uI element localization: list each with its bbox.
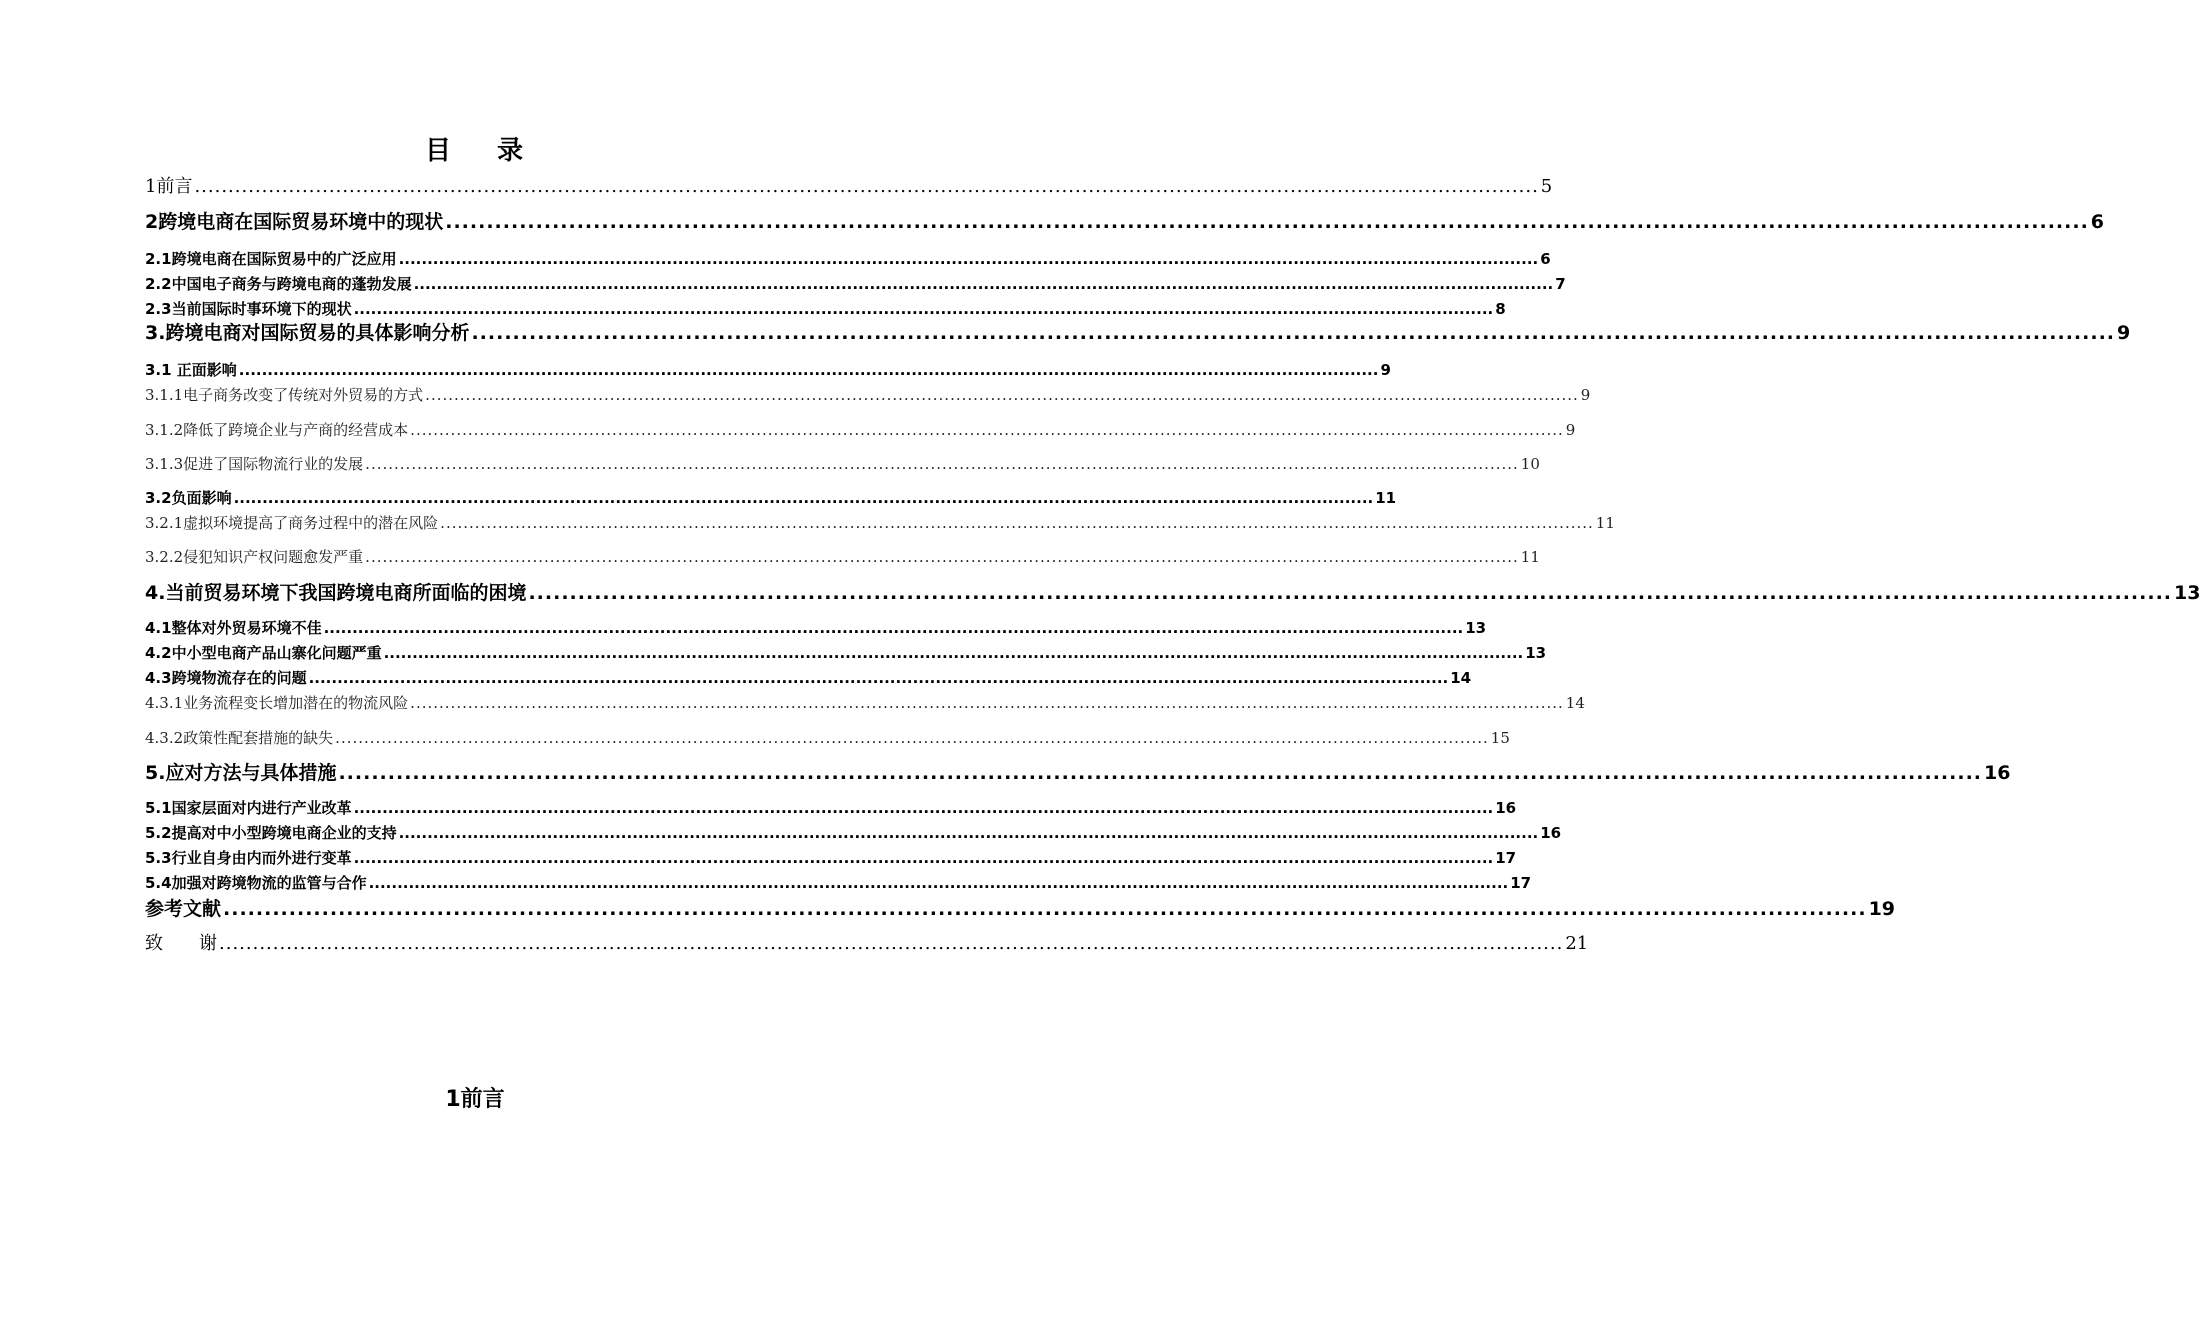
toc-leader: ........................................................................................................................................................................................................ bbox=[335, 729, 1489, 747]
toc-leader: ........................................................................................................................................................................................................ bbox=[383, 644, 1524, 662]
toc-entry[interactable] bbox=[145, 933, 1589, 954]
toc-leader: ........................................................................................................................................................................................................ bbox=[398, 250, 1539, 268]
toc-entry[interactable] bbox=[145, 514, 1615, 532]
toc-entry-title: 3.2.2侵犯知识产权问题愈发严重 bbox=[145, 548, 364, 566]
toc-leader: ........................................................................................................................................................................................................ bbox=[338, 762, 1983, 784]
toc-leader: ........................................................................................................................................................................................................ bbox=[398, 824, 1539, 842]
toc-entry[interactable] bbox=[145, 669, 1472, 687]
toc-entry-page: 17 bbox=[1495, 849, 1517, 867]
toc-leader: ........................................................................................................................................................................................................ bbox=[353, 849, 1494, 867]
toc-entry-title: 参考文献 bbox=[145, 898, 222, 920]
toc-leader: ........................................................................................................................................................................................................ bbox=[440, 514, 1594, 532]
toc-entry-title: 5.2提高对中小型跨境电商企业的支持 bbox=[145, 824, 397, 842]
toc-entry[interactable] bbox=[145, 176, 1553, 197]
toc-entry-title: 5.1国家层面对内进行产业改革 bbox=[145, 799, 352, 817]
toc-entry[interactable] bbox=[145, 548, 1540, 566]
toc-title-right: 录 bbox=[497, 136, 526, 166]
toc-entry-page: 11 bbox=[1375, 489, 1397, 507]
toc-entry[interactable] bbox=[145, 322, 2131, 344]
toc-entry-title: 2跨境电商在国际贸易环境中的现状 bbox=[145, 211, 444, 233]
toc-leader: ........................................................................................................................................................................................................ bbox=[353, 799, 1494, 817]
toc-leader: ........................................................................................................................................................................................................ bbox=[413, 275, 1554, 293]
toc-entry-page: 13 bbox=[1525, 644, 1547, 662]
toc-entry-page: 7 bbox=[1555, 275, 1566, 293]
toc-entry-page: 17 bbox=[1510, 874, 1532, 892]
toc-entry-title: 4.3.1业务流程变长增加潜在的物流风险 bbox=[145, 694, 409, 712]
toc-entry-page: 13 bbox=[2174, 582, 2200, 604]
toc-leader: ........................................................................................................................................................................................................ bbox=[233, 489, 1374, 507]
toc-entry-page: 10 bbox=[1520, 455, 1540, 473]
toc-leader: ........................................................................................................................................................................................................ bbox=[353, 300, 1494, 318]
toc-entry-page: 9 bbox=[1565, 421, 1576, 439]
section-heading: 1前言 bbox=[445, 1087, 505, 1112]
toc-entry[interactable] bbox=[145, 361, 1391, 379]
toc-entry-title: 4.当前贸易环境下我国跨境电商所面临的困境 bbox=[145, 582, 527, 604]
toc-entry[interactable] bbox=[145, 898, 1896, 920]
toc-entry-title: 3.跨境电商对国际贸易的具体影响分析 bbox=[145, 322, 470, 344]
toc-entry[interactable] bbox=[145, 694, 1585, 712]
toc-leader: ........................................................................................................................................................................................................ bbox=[219, 933, 1564, 954]
toc-entry-title: 3.1.2降低了跨境企业与产商的经营成本 bbox=[145, 421, 409, 439]
toc-leader: ........................................................................................................................................................................................................ bbox=[323, 619, 1464, 637]
toc-leader: ........................................................................................................................................................................................................ bbox=[223, 898, 1867, 920]
toc-entry-page: 16 bbox=[1495, 799, 1517, 817]
toc-entry-page: 9 bbox=[1380, 361, 1391, 379]
toc-leader: ........................................................................................................................................................................................................ bbox=[308, 669, 1449, 687]
toc-entry-page: 15 bbox=[1490, 729, 1510, 747]
toc-title-left: 目 bbox=[424, 136, 453, 166]
toc-leader: ........................................................................................................................................................................................................ bbox=[445, 211, 2089, 233]
toc-entry-title: 5.3行业自身由内而外进行变革 bbox=[145, 849, 352, 867]
toc-entry-title: 2.3当前国际时事环境下的现状 bbox=[145, 300, 352, 318]
toc-entry-page: 16 bbox=[1540, 824, 1562, 842]
toc-leader: ........................................................................................................................................................................................................ bbox=[365, 548, 1519, 566]
toc-entry[interactable] bbox=[145, 644, 1547, 662]
toc-entry-title: 3.2.1虚拟环境提高了商务过程中的潜在风险 bbox=[145, 514, 439, 532]
toc-entry[interactable] bbox=[145, 874, 1532, 892]
toc-entry[interactable] bbox=[145, 489, 1397, 507]
toc-entry-page: 14 bbox=[1450, 669, 1472, 687]
toc-entry-page: 14 bbox=[1565, 694, 1585, 712]
toc-entry-title: 3.1 正面影响 bbox=[145, 361, 237, 379]
toc-entry-page: 21 bbox=[1565, 933, 1589, 954]
toc-entry-page: 9 bbox=[1580, 386, 1591, 404]
toc-entry-title: 2.2中国电子商务与跨境电商的蓬勃发展 bbox=[145, 275, 412, 293]
toc-entry-title: 4.1整体对外贸易环境不佳 bbox=[145, 619, 322, 637]
toc-entry[interactable] bbox=[145, 582, 2200, 604]
toc-entry-page: 19 bbox=[1868, 898, 1896, 920]
toc-entry-title: 2.1跨境电商在国际贸易中的广泛应用 bbox=[145, 250, 397, 268]
toc-entry[interactable] bbox=[145, 799, 1517, 817]
toc-entry-title: 4.3.2政策性配套措施的缺失 bbox=[145, 729, 334, 747]
toc-entry[interactable] bbox=[145, 275, 1566, 293]
toc-leader: ........................................................................................................................................................................................................ bbox=[410, 694, 1564, 712]
toc-entry-page: 11 bbox=[1595, 514, 1615, 532]
toc-entry[interactable] bbox=[145, 250, 1551, 268]
toc-entry-page: 16 bbox=[1984, 762, 2011, 784]
toc-leader: ........................................................................................................................................................................................................ bbox=[194, 176, 1539, 197]
toc-leader: ........................................................................................................................................................................................................ bbox=[425, 386, 1579, 404]
toc-entry-title: 4.2中小型电商产品山寨化问题严重 bbox=[145, 644, 382, 662]
toc-entry-title: 致 谢 bbox=[145, 933, 217, 954]
toc-entry-page: 6 bbox=[2090, 211, 2105, 233]
toc-leader: ........................................................................................................................................................................................................ bbox=[365, 455, 1519, 473]
toc-entry-title: 5.4加强对跨境物流的监管与合作 bbox=[145, 874, 367, 892]
toc-entry[interactable] bbox=[145, 300, 1506, 318]
toc-entry-title: 5.应对方法与具体措施 bbox=[145, 762, 337, 784]
toc-entry-page: 5 bbox=[1540, 176, 1553, 197]
toc-entry[interactable] bbox=[145, 849, 1517, 867]
toc-leader: ........................................................................................................................................................................................................ bbox=[471, 322, 2116, 344]
toc-entry[interactable] bbox=[145, 211, 2105, 233]
toc-entry-page: 6 bbox=[1540, 250, 1551, 268]
toc-entry-page: 9 bbox=[2117, 322, 2131, 344]
toc-leader: ........................................................................................................................................................................................................ bbox=[238, 361, 1379, 379]
toc-leader: ........................................................................................................................................................................................................ bbox=[410, 421, 1564, 439]
toc-entry[interactable] bbox=[145, 619, 1487, 637]
toc-entry-title: 4.3跨境物流存在的问题 bbox=[145, 669, 307, 687]
toc-leader: ........................................................................................................................................................................................................ bbox=[528, 582, 2173, 604]
toc-entry-title: 3.1.1电子商务改变了传统对外贸易的方式 bbox=[145, 386, 424, 404]
toc-entry-page: 13 bbox=[1465, 619, 1487, 637]
toc-title bbox=[0, 130, 950, 167]
toc-entry[interactable] bbox=[145, 386, 1591, 404]
toc-entry-title: 3.2负面影响 bbox=[145, 489, 232, 507]
toc-entry-title: 1前言 bbox=[145, 176, 193, 197]
toc-entry[interactable] bbox=[145, 729, 1510, 747]
toc-entry[interactable] bbox=[145, 824, 1562, 842]
toc-leader: ........................................................................................................................................................................................................ bbox=[368, 874, 1509, 892]
toc-entry[interactable] bbox=[145, 762, 2011, 784]
toc-entry-page: 8 bbox=[1495, 300, 1506, 318]
toc-entry[interactable] bbox=[145, 455, 1540, 473]
toc-entry[interactable] bbox=[145, 421, 1576, 439]
toc-entry-page: 11 bbox=[1520, 548, 1540, 566]
toc-entry-title: 3.1.3促进了国际物流行业的发展 bbox=[145, 455, 364, 473]
